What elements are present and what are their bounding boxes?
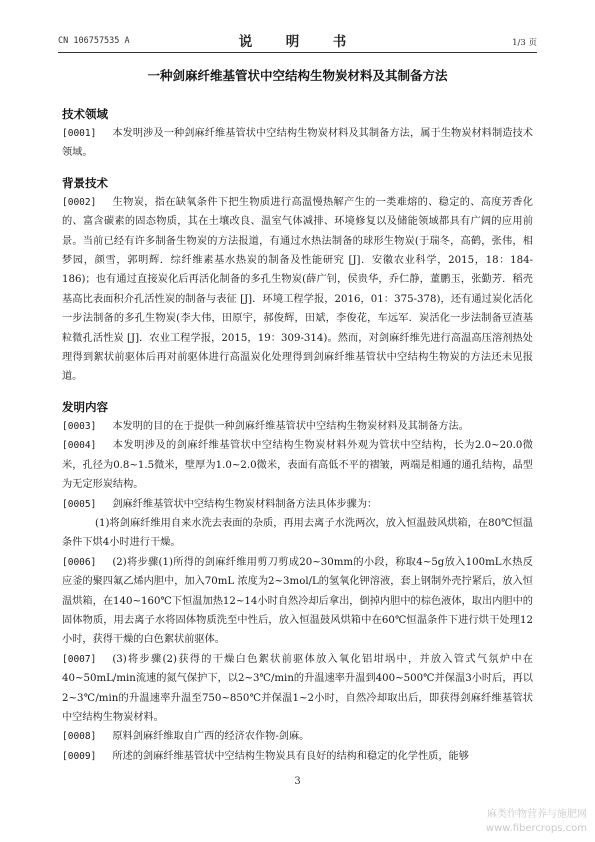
paragraph [62,514,533,553]
paragraph [62,553,533,650]
paragraph [62,417,533,436]
document-type: 说 明 书 [238,34,357,50]
header-divider [58,52,537,53]
section-heading: 技术领域 [62,107,108,121]
paragraph-text: 本发明涉及的剑麻纤维基管状中空结构生物炭材料外观为管状中空结构，长为2.0~20.0微米，孔径为0.8~1.5微米，壁厚为1.0~2.0微米，表面有高低不平的褶皱，两端是相通的通孔结构，晶型为无定形炭结构。 [62,440,533,491]
paragraph-text: (1)将剑麻纤维用自来水洗去表面的杂质，再用去离子水洗两次，放入恒温鼓风烘箱，在80℃恒温条件下烘4小时进行干燥。 [62,517,533,549]
paragraph-number: [0006] [62,556,97,568]
paragraph-text: 剑麻纤维基管状中空结构生物炭材料制备方法具体步骤为： [112,498,378,510]
paragraph-number: [0001] [62,128,97,139]
paragraph-text: 所述的剑麻纤维基管状中空结构生物炭具有良好的结构和稳定的化学性质，能够 [112,750,469,762]
paragraph-text: 原料剑麻纤维取自广西的经济农作物-剑麻。 [112,731,310,743]
document-number: CN 106757535 A [58,36,130,46]
paragraph-text: (2)将步骤(1)所得的剑麻纤维用剪刀剪成20~30mm的小段，称取4~5g放入100mL水热反应釜的聚四氟乙烯内胆中，加入70mL 浓度为2~3mol/L的氢氧化钾溶液，套上钢制外壳拧紧后，放入恒温烘箱，在140~160℃下恒温加热12~14小时自然冷却后拿出，倒掉内胆中的棕色液体，取出内胆中的固体物质，用去离子水将固体物质洗至中性后，放入恒温鼓风烘箱中在60℃恒温条件下进行烘干处理12小时，获得干燥的白色絮状前驱体。 [62,556,533,646]
page-count: 1/3 页 [512,38,537,48]
paragraph-number: [0009] [62,750,97,762]
paragraph [62,124,533,163]
paragraph-text: 生物炭，指在缺氧条件下把生物质进行高温慢热解产生的一类难熔的、稳定的、高度芳香化的、富含碳素的固态物质，其在土壤改良、温室气体减排、环境修复以及储能领域都具有广阔的应用前景。当前已经有许多制备生物炭的方法报道，有通过水热法制备的球形生物炭(于瑞冬，高鹤，张伟，相梦园，颜雪，郭明辉．综纤维素基水热炭的制备及性能研究 [J]．安徽农业科学，2015，18：184-186)；也有通过直接炭化后再活化制备的多孔生物炭(薛广钊，侯贵华，乔仁静，董鹏玉，张勤芳．稻壳基高比表面积介孔活性炭的制备与表征 [J]．环境工程学报，2016，01：375-378)，还有通过炭化活化一步法制备的多孔生物炭(李大伟，田原宇，郝俊辉，田斌，李俊花，车远军．炭活化一步法制备豆渣基粒微孔活性炭 [J]．农业工程学报，2015，19：309-314)。然而，对剑麻纤维先进行高温高压溶剂热处理得到絮状前驱体后再对前驱体进行高温炭化处理得到剑麻纤维基管状中空结构生物炭的方法还未见报道。 [62,196,533,383]
paragraph [62,436,533,494]
paragraph-number: [0004] [62,440,97,452]
section-technical-field [62,106,533,163]
document-body [62,106,533,766]
patent-title: 一种剑麻纤维基管状中空结构生物炭材料及其制备方法 [147,68,448,83]
paragraph [62,747,533,766]
paragraph-number: [0008] [62,731,97,743]
watermark-url: www.fibercrops.com [485,823,587,834]
paragraph-number: [0005] [62,498,97,510]
section-invention-content [62,399,533,766]
watermark-site-name: 麻类作物营养与施肥网 [487,809,587,820]
paragraph [62,727,533,746]
paragraph-text: 本发明涉及一种剑麻纤维基管状中空结构生物炭材料及其制备方法，属于生物炭材料制造技术领域。 [62,128,533,159]
paragraph [62,193,533,387]
paragraph-number: [0002] [62,196,97,208]
watermark [486,808,587,836]
paragraph-text: (3)将步骤(2)获得的干燥白色絮状前驱体放入氧化铝坩埚中，并放入管式气氛炉中在40~50mL/min流速的氮气保护下，以2~3℃/min的升温速率升温到400~500℃并保温3小时后，再以2~3℃/min的升温速率升温至750~850℃并保温1~2小时，自然冷却取出后，即获得剑麻纤维基管状中空结构生物炭材料。 [62,653,533,723]
paragraph [62,650,533,728]
section-background [62,175,533,387]
section-heading: 发明内容 [62,399,108,414]
paragraph [62,495,533,514]
section-heading: 背景技术 [62,175,108,190]
paragraph-number: [0003] [62,420,97,432]
paragraph-text: 本发明的目的在于提供一种剑麻纤维基管状中空结构生物炭材料及其制备方法。 [112,420,469,432]
page-number: 3 [294,776,301,787]
page-header [58,30,537,48]
paragraph-number: [0007] [62,653,97,665]
